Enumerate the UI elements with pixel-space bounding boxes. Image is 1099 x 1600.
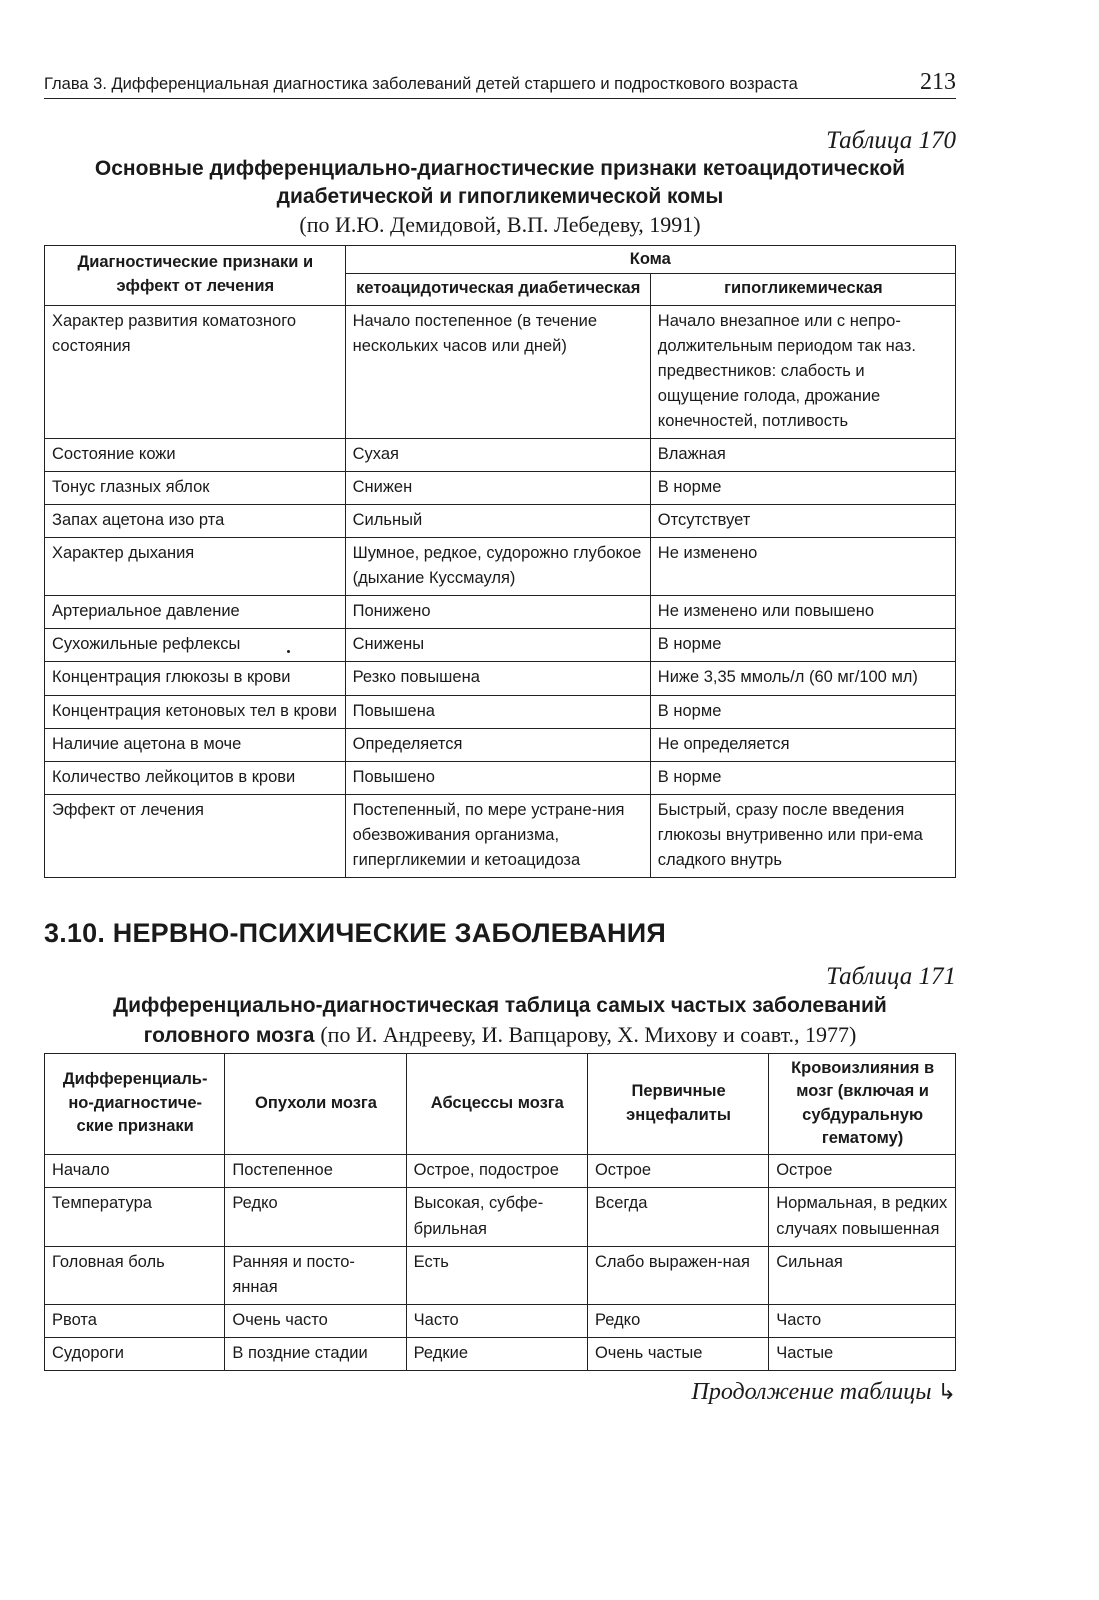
table-cell: Головная боль bbox=[45, 1246, 225, 1304]
table-cell: Очень часто bbox=[225, 1304, 406, 1337]
table-cell: В норме bbox=[650, 629, 955, 662]
table-cell: Рвота bbox=[45, 1304, 225, 1337]
continued-note bbox=[44, 1379, 956, 1406]
table-171-header-row bbox=[45, 1053, 956, 1155]
table-row bbox=[45, 472, 956, 505]
table-171-title-line1: Дифференциально-диагностическая таблица самых частых заболеваний bbox=[113, 993, 887, 1017]
page-number: 213 bbox=[920, 69, 956, 95]
table-cell: Острое bbox=[769, 1155, 956, 1188]
table-cell: Состояние кожи bbox=[45, 438, 346, 471]
table-cell: Нормальная, в редких случаях повышенная bbox=[769, 1188, 956, 1246]
table-row bbox=[45, 1246, 956, 1304]
table-cell: Эффект от лечения bbox=[45, 794, 346, 877]
table-cell: Концентрация кетоновых тел в крови bbox=[45, 695, 346, 728]
table-row bbox=[45, 1304, 956, 1337]
table-cell: Быстрый, сразу после введения глюкозы внутривенно или при-ема сладкого внутрь bbox=[650, 794, 955, 877]
table-row bbox=[45, 596, 956, 629]
table-cell: Влажная bbox=[650, 438, 955, 471]
table-170-body bbox=[45, 305, 956, 877]
table-cell: Повышено bbox=[345, 761, 650, 794]
table-cell: Снижены bbox=[345, 629, 650, 662]
table-cell: Характер развития коматозного состояния bbox=[45, 305, 346, 438]
running-title: Глава 3. Дифференциальная диагностика заболеваний детей старшего и подросткового возраста bbox=[44, 75, 798, 93]
table-row bbox=[45, 629, 956, 662]
table-row bbox=[45, 662, 956, 695]
column-header: Опухоли мозга bbox=[225, 1053, 406, 1155]
table-cell: Острое bbox=[587, 1155, 768, 1188]
table-cell: Температура bbox=[45, 1188, 225, 1246]
table-row bbox=[45, 1188, 956, 1246]
table-row bbox=[45, 728, 956, 761]
table-cell: Сильный bbox=[345, 505, 650, 538]
table-cell: Редкие bbox=[406, 1337, 587, 1370]
table-cell: Всегда bbox=[587, 1188, 768, 1246]
table-171-source: (по И. Андрееву, И. Вапцарову, Х. Михову и соавт., 1977) bbox=[320, 1021, 857, 1047]
table-row bbox=[45, 538, 956, 596]
table-171-number: Таблица 171 bbox=[826, 963, 956, 991]
header-keto: кетоацидотическая диабетическая bbox=[345, 274, 650, 305]
table-cell: Постепенный, по мере устране-ния обезвоживания организма, гипергликемии и кетоацидоза bbox=[345, 794, 650, 877]
table-cell: Начало bbox=[45, 1155, 225, 1188]
header-feature: Диагностические признаки и эффект от лечения bbox=[45, 245, 346, 305]
table-cell: Редко bbox=[587, 1304, 768, 1337]
table-cell: В поздние стадии bbox=[225, 1337, 406, 1370]
table-cell: Сильная bbox=[769, 1246, 956, 1304]
table-cell: Снижен bbox=[345, 472, 650, 505]
table-cell: Судороги bbox=[45, 1337, 225, 1370]
table-171 bbox=[44, 1053, 956, 1371]
page bbox=[44, 70, 956, 1406]
table-170 bbox=[44, 245, 956, 878]
table-cell: Начало постепенное (в течение нескольких часов или дней) bbox=[345, 305, 650, 438]
table-171-body bbox=[45, 1155, 956, 1371]
table-row bbox=[45, 695, 956, 728]
table-cell: Не изменено bbox=[650, 538, 955, 596]
table-cell: Наличие ацетона в моче bbox=[45, 728, 346, 761]
table-170-source: (по И.Ю. Демидовой, В.П. Лебедеву, 1991) bbox=[299, 212, 701, 238]
table-170-title-line1: Основные дифференциально-диагностические признаки кетоацидотической bbox=[94, 156, 906, 180]
table-cell: Не изменено или повышено bbox=[650, 596, 955, 629]
table-cell: Постепенное bbox=[225, 1155, 406, 1188]
table-171-title bbox=[44, 991, 956, 1051]
table-cell: В норме bbox=[650, 761, 955, 794]
table-170-title bbox=[44, 155, 956, 212]
table-170-title-line2: диабетической и гипогликемической комы bbox=[276, 184, 724, 208]
table-cell: Тонус глазных яблок bbox=[45, 472, 346, 505]
table-cell: Не определяется bbox=[650, 728, 955, 761]
section-heading: 3.10. НЕРВНО-ПСИХИЧЕСКИЕ ЗАБОЛЕВАНИЯ bbox=[44, 918, 666, 949]
table-cell: Понижено bbox=[345, 596, 650, 629]
table-cell: В норме bbox=[650, 695, 955, 728]
print-speck bbox=[287, 650, 290, 653]
table-row bbox=[45, 438, 956, 471]
table-cell: Запах ацетона изо рта bbox=[45, 505, 346, 538]
table-cell: Артериальное давление bbox=[45, 596, 346, 629]
table-cell: Частые bbox=[769, 1337, 956, 1370]
table-cell: Начало внезапное или с непро-должительным периодом так наз. предвестников: слабость и ощущение голода, дрожание конечностей, потливость bbox=[650, 305, 955, 438]
table-cell: Ранняя и посто-янная bbox=[225, 1246, 406, 1304]
table-row bbox=[45, 1337, 956, 1370]
table-row bbox=[45, 761, 956, 794]
turn-arrow-icon: ↳ bbox=[937, 1379, 956, 1405]
table-row bbox=[45, 1155, 956, 1188]
continued-text: Продолжение таблицы bbox=[691, 1378, 932, 1405]
column-header: Первичные энцефалиты bbox=[587, 1053, 768, 1155]
table-cell: Отсутствует bbox=[650, 505, 955, 538]
table-cell: Высокая, субфе-брильная bbox=[406, 1188, 587, 1246]
table-row bbox=[45, 305, 956, 438]
table-cell: Повышена bbox=[345, 695, 650, 728]
table-row bbox=[45, 794, 956, 877]
table-cell: Ниже 3,35 ммоль/л (60 мг/100 мл) bbox=[650, 662, 955, 695]
table-cell: Слабо выражен-ная bbox=[587, 1246, 768, 1304]
table-171-title-bold: головного мозга bbox=[143, 1023, 315, 1047]
running-head bbox=[44, 70, 956, 99]
table-cell: Концентрация глюкозы в крови bbox=[45, 662, 346, 695]
table-cell: Часто bbox=[406, 1304, 587, 1337]
table-170-number: Таблица 170 bbox=[826, 127, 956, 154]
header-hypo: гипогликемическая bbox=[650, 274, 955, 305]
table-cell: Характер дыхания bbox=[45, 538, 346, 596]
table-cell: Есть bbox=[406, 1246, 587, 1304]
table-171-title-line2 bbox=[44, 1020, 956, 1051]
table-cell: Часто bbox=[769, 1304, 956, 1337]
table-cell: Резко повышена bbox=[345, 662, 650, 695]
table-cell: Сухая bbox=[345, 438, 650, 471]
table-cell: Определяется bbox=[345, 728, 650, 761]
header-coma: Кома bbox=[345, 245, 955, 273]
column-header: Абсцессы мозга bbox=[406, 1053, 587, 1155]
column-header: Дифференциаль-но-диагностиче-ские признаки bbox=[45, 1053, 225, 1155]
table-cell: Сухожильные рефлексы bbox=[45, 629, 346, 662]
table-cell: Количество лейкоцитов в крови bbox=[45, 761, 346, 794]
table-cell: Очень частые bbox=[587, 1337, 768, 1370]
table-cell: Редко bbox=[225, 1188, 406, 1246]
table-cell: Острое, подострое bbox=[406, 1155, 587, 1188]
table-cell: В норме bbox=[650, 472, 955, 505]
column-header: Кровоизлияния в мозг (включая и субдуральную гематому) bbox=[769, 1053, 956, 1155]
table-cell: Шумное, редкое, судорожно глубокое (дыхание Куссмауля) bbox=[345, 538, 650, 596]
table-row bbox=[45, 505, 956, 538]
